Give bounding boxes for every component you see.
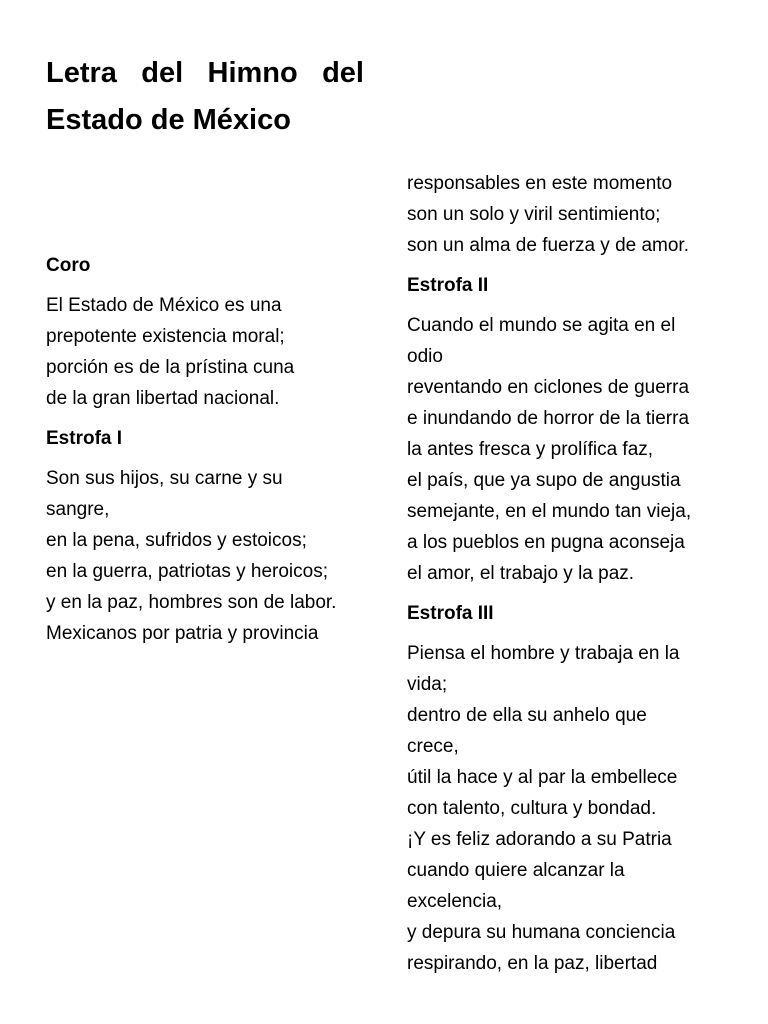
- verse-line: el país, que ya supo de angustia: [407, 470, 681, 491]
- verse-line: excelencia,: [407, 891, 503, 912]
- verse-line: semejante, en el mundo tan vieja,: [407, 501, 692, 522]
- verse-line: sangre,: [46, 499, 110, 520]
- verse-line: e inundando de horror de la tierra: [407, 408, 690, 429]
- verse-line: en la pena, sufridos y estoicos;: [46, 530, 307, 551]
- left-column: [46, 250, 366, 649]
- verse-line: útil la hace y al par la embellece: [407, 767, 678, 788]
- verse-line: son un alma de fuerza y de amor.: [407, 235, 689, 256]
- verse-line: son un solo y viril sentimiento;: [407, 204, 661, 225]
- stanza-estrofa-3: [407, 638, 732, 979]
- verse-line: prepotente existencia moral;: [46, 326, 285, 347]
- verse-line: el amor, el trabajo y la paz.: [407, 563, 635, 584]
- verse-line: El Estado de México es una: [46, 295, 282, 316]
- section-heading-estrofa-2: Estrofa II: [407, 275, 489, 296]
- right-column: [407, 168, 732, 979]
- verse-line: ¡Y es feliz adorando a su Patria: [407, 829, 672, 850]
- verse-line: crece,: [407, 736, 459, 757]
- section-heading-coro: Coro: [46, 255, 91, 276]
- title-line: Letra del Himno del: [46, 57, 364, 89]
- verse-line: cuando quiere alcanzar la: [407, 860, 625, 881]
- verse-line: odio: [407, 346, 443, 367]
- verse-line: Piensa el hombre y trabaja en la: [407, 643, 680, 664]
- verse-line: respirando, en la paz, libertad: [407, 953, 658, 974]
- verse-line: de la gran libertad nacional.: [46, 388, 280, 409]
- verse-line: la antes fresca y prolífica faz,: [407, 439, 654, 460]
- verse-line: con talento, cultura y bondad.: [407, 798, 657, 819]
- section-heading-estrofa-3: Estrofa III: [407, 603, 494, 624]
- verse-line: y depura su humana conciencia: [407, 922, 676, 943]
- verse-line: Mexicanos por patria y provincia: [46, 623, 319, 644]
- verse-line: en la guerra, patriotas y heroicos;: [46, 561, 328, 582]
- verse-line: porción es de la prístina cuna: [46, 357, 295, 378]
- verse-line: Son sus hijos, su carne y su: [46, 468, 283, 489]
- document-title: [46, 50, 364, 144]
- verse-line: reventando en ciclones de guerra: [407, 377, 690, 398]
- verse-line: dentro de ella su anhelo que: [407, 705, 647, 726]
- title-line: Estado de México: [46, 104, 291, 136]
- section-heading-estrofa-1: Estrofa I: [46, 428, 123, 449]
- stanza-estrofa-2: [407, 310, 732, 589]
- verse-line: Cuando el mundo se agita en el: [407, 315, 676, 336]
- stanza-estrofa-1-continued: [407, 168, 732, 261]
- verse-line: y en la paz, hombres son de labor.: [46, 592, 337, 613]
- stanza-coro: [46, 290, 366, 414]
- verse-line: vida;: [407, 674, 448, 695]
- verse-line: responsables en este momento: [407, 173, 673, 194]
- stanza-estrofa-1: [46, 463, 366, 649]
- verse-line: a los pueblos en pugna aconseja: [407, 532, 685, 553]
